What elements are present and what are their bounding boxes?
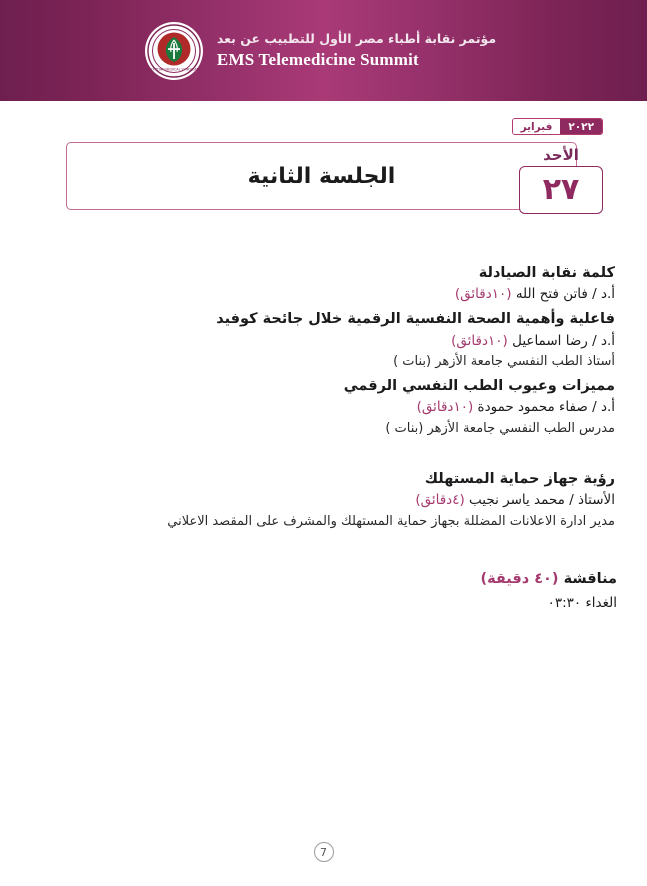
program-entry-speaker [30,490,617,512]
speaker-name: أ.د / فاتن فتح الله [515,286,615,303]
svg-text:EGYPTIAN MEDICAL SYNDICATE: EGYPTIAN MEDICAL SYNDICATE [147,67,201,72]
day-number: ٢٧ [542,172,580,207]
session-title: الجلسة الثانية [247,163,396,189]
session-header-row [66,142,603,224]
speaker-duration: (١٠دقائق) [454,286,512,303]
header-titles [217,32,496,70]
session-title-box [66,142,577,210]
program-entry-title: فاعلية وأهمية الصحة النفسية الرقمية خلال جائحة كوفيد [216,311,615,328]
discussion-row [30,571,617,587]
date-year: ٢٠٢٢ [560,119,602,134]
program-entry [30,308,617,373]
program-entry-title: كلمة نقابة الصيادلة [478,265,615,281]
day-badge [519,146,603,214]
program-entry-speaker [30,397,617,419]
header-content [145,22,496,80]
speaker-duration: (١٠دقائق) [451,332,508,349]
speaker-duration: (٤دقائق) [415,492,465,509]
day-name: الأحد [543,146,579,164]
speaker-name: الأستاذ / محمد ياسر نجيب [469,492,615,509]
program-entry-speaker [30,331,617,353]
discussion-label: مناقشة [563,570,617,587]
date-pill [512,118,603,135]
program-entry-title: مميزات وعيوب الطب النفسي الرقمي [343,377,615,394]
lunch-label: الغداء [585,594,617,611]
program-entry [30,468,617,533]
program-list [30,262,617,611]
program-entry [30,262,617,306]
program-entry-speaker [30,284,617,306]
program-entry-affiliation: أستاذ الطب النفسي جامعة الأزهر (بنات ) [393,354,615,370]
egyptian-medical-syndicate-logo-icon [145,22,203,80]
lunch-time: ٠٣:٣٠ [547,594,582,611]
discussion-duration: (٤٠ دقيقة) [480,570,559,587]
lunch-row [30,595,617,611]
speaker-duration: (١٠دقائق) [416,399,474,416]
speaker-name: أ.د / صفاء محمود حمودة [477,399,615,416]
speaker-name: أ.د / رضا اسماعيل [512,332,615,349]
header-title-english: EMS Telemedicine Summit [216,49,419,69]
date-month: فبراير [513,119,561,134]
program-entry-title: رؤية جهاز حماية المستهلك [424,470,615,487]
date-pill-row [512,118,603,135]
header-title-arabic: مؤتمر نقابة أطباء مصر الأول للتطبيب عن بعد [216,30,497,46]
page-header-banner [0,0,647,101]
program-entry-affiliation: مدير ادارة الاعلانات المضللة بجهاز حماية المستهلك والمشرف على المقصد الاعلاني [167,513,615,529]
program-entry [30,375,617,440]
program-entry-affiliation: مدرس الطب النفسي جامعة الأزهر (بنات ) [385,420,615,436]
day-number-box [519,166,603,214]
page-number [0,842,647,862]
page-number-value: 7 [314,842,334,862]
